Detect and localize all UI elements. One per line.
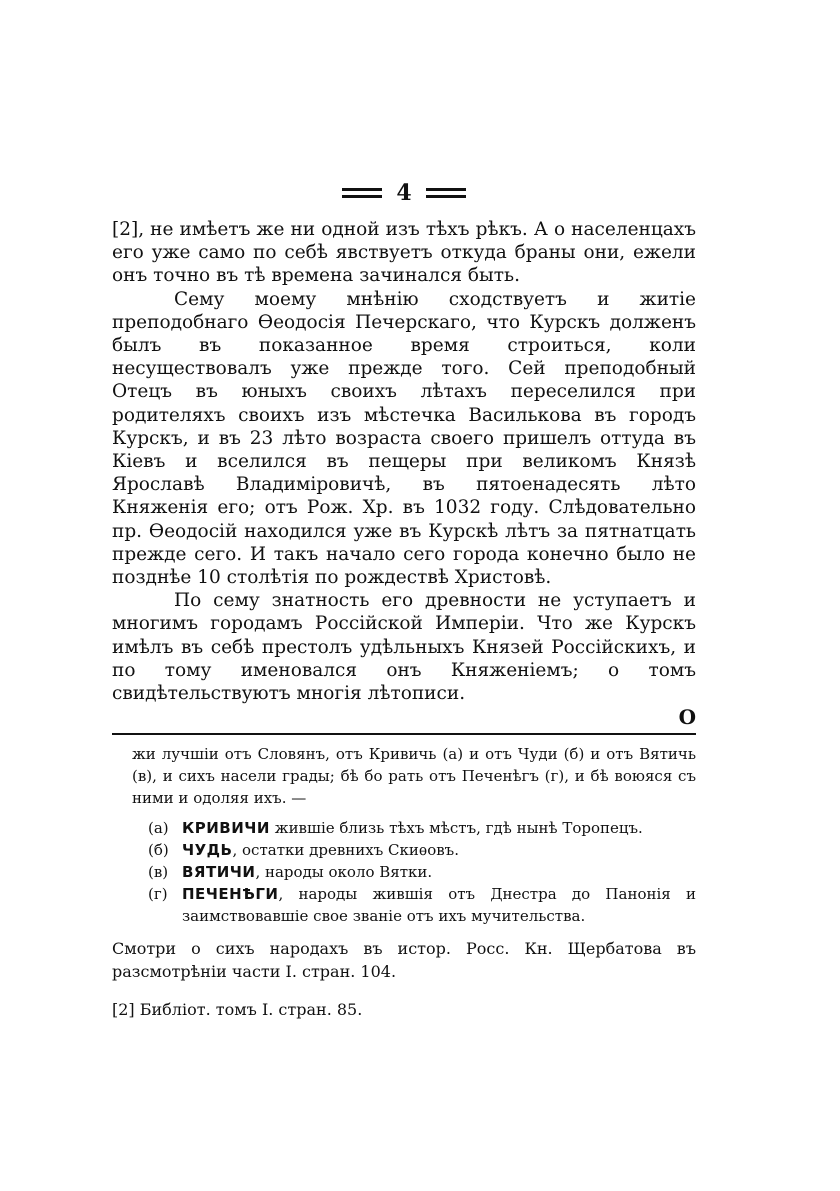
see-also-note	[112, 937, 696, 983]
footnote-2-text: [2] Библіот. томъ I. стран. 85.	[112, 1000, 363, 1020]
header-rule-right	[426, 188, 466, 198]
subnote-marker: (в)	[148, 863, 169, 882]
subnote-body	[182, 839, 696, 861]
subnote-term: ЧУДЬ	[182, 841, 233, 860]
main-text	[112, 218, 696, 705]
subnote-marker: (а)	[148, 819, 169, 838]
subnote-body	[182, 883, 696, 927]
see-also-text: Смотри о сихъ народахъ въ истор. Росс. Кн. Щербатова въ разсмотрѣніи части I. стран. 104.	[112, 939, 696, 982]
page-header	[112, 176, 696, 210]
subnote-text: жившіе близь тѣхъ мѣстъ, гдѣ нынѣ Торопецъ.	[274, 819, 643, 838]
subnote-term: ПЕЧЕНѢГИ	[182, 885, 279, 904]
subnote-g	[148, 883, 696, 927]
footnote-continuation	[112, 743, 696, 809]
page-number: 4	[396, 180, 412, 206]
subnote-a	[148, 817, 696, 839]
subnote-term: КРИВИЧИ	[182, 819, 270, 838]
subnote-body	[182, 861, 696, 883]
subnote-text: , народы около Вятки.	[255, 863, 433, 882]
subnote-text: , остатки древнихъ Скиѳовъ.	[232, 841, 459, 860]
subnote-marker: (б)	[148, 841, 169, 860]
header-rule-left	[342, 188, 382, 198]
subnote-b	[148, 839, 696, 861]
subnote-list	[112, 817, 696, 927]
subnote-v	[148, 861, 696, 883]
catchword: О	[678, 705, 696, 730]
subnote-text: , народы жившія отъ Днестра до Панонія и заимствовавшіе свое званіе отъ ихъ мучительства.	[182, 885, 696, 926]
subnote-body	[182, 817, 696, 839]
book-page	[112, 176, 696, 1021]
subnote-marker: (г)	[148, 885, 168, 904]
footnote-2	[112, 999, 696, 1021]
paragraph-theodosius: Сему моему мнѣнію сходствуетъ и житіе преподобнаго Ѳеодосія Печерскаго, что Курскъ долженъ былъ въ показанное время строиться, коли несуществовалъ уже прежде того. Сей преподобный Отецъ въ юныхъ своихъ лѣтахъ переселился при родителяхъ своихъ изъ мѣстечка Василькова въ городъ Курскъ, и въ 23 лѣто возраста своего пришелъ оттуда въ Кіевъ и вселился въ пещеры при великомъ Князѣ Ярославѣ Владиміровичѣ, въ пятоенадесять лѣто Княженія его; отъ Рож. Хр. въ 1032 году. Слѣдовательно пр. Ѳеодосій находился уже въ Курскѣ лѣтъ за пятнатцать прежде сего. И такъ начало сего города конечно было не позднѣе 10 столѣтія по рождествѣ Христовѣ.	[112, 288, 696, 589]
footnote-text: жи лучшіи отъ Словянъ, отъ Кривичь (а) и отъ Чуди (б) и отъ Вятичь (в), и сихъ насели грады; бѣ бо рать отъ Печенѣгъ (г), и бѣ воюяся съ ними и одоляя ихъ. —	[132, 745, 696, 808]
paragraph-antiquity: По сему знатность его древности не уступаетъ и многимъ городамъ Россійской Имперіи. Что же Курскъ имѣлъ въ себѣ престолъ удѣльныхъ Князей Россійскихъ, и по тому именовался онъ Княженіемъ; о томъ свидѣтельствуютъ многія лѣтописи.	[112, 590, 696, 705]
subnote-term: ВЯТИЧИ	[182, 863, 256, 882]
paragraph-continuation: [2], не имѣетъ же ни одной изъ тѣхъ рѣкъ. А о населенцахъ его уже само по себѣ явствуетъ откуда браны они, ежели онъ точно въ тѣ времена зачинался быть.	[112, 219, 696, 287]
footnote-divider	[112, 733, 696, 735]
